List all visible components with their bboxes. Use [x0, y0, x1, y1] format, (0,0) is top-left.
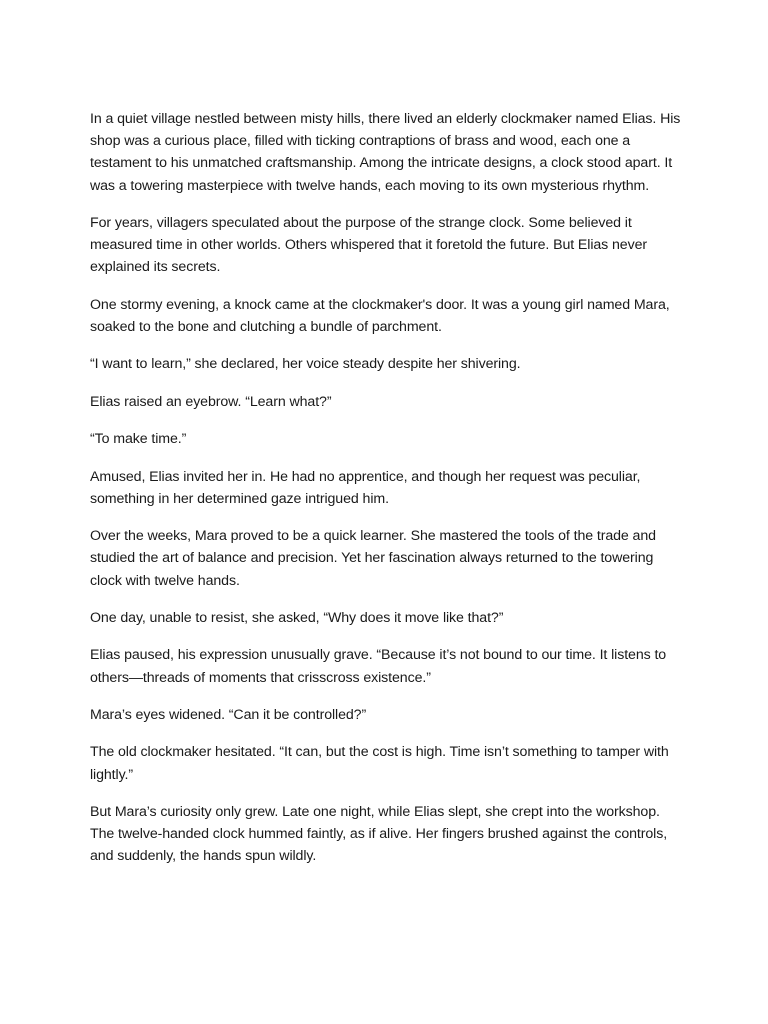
paragraph-10: Elias paused, his expression unusually grave. “Because it’s not bound to our time. It listens to others—threads of moments that crisscross existence.” [90, 647, 667, 686]
paragraph-12: The old clockmaker hesitated. “It can, but the cost is high. Time isn’t something to tamper with lightly.” [90, 744, 669, 783]
paragraph-7: Amused, Elias invited her in. He had no apprentice, and though her request was peculiar, something in her determined gaze intrigued him. [90, 468, 641, 507]
story-text [90, 108, 682, 883]
paragraph-1: In a quiet village nestled between misty hills, there lived an elderly clockmaker named Elias. His shop was a curious place, filled with ticking contraptions of brass and wood, each one a testament to his unmatched craftsmanship. Among the intricate designs, a clock stood apart. It was a towering masterpiece with twelve hands, each moving to its own mysterious rhythm. [90, 111, 681, 194]
paragraph-13: But Mara’s curiosity only grew. Late one night, while Elias slept, she crept into the workshop. The twelve-handed clock hummed faintly, as if alive. Her fingers brushed against the controls, and suddenly, the hands spun wildly. [90, 803, 668, 865]
paragraph-8: Over the weeks, Mara proved to be a quick learner. She mastered the tools of the trade and studied the art of balance and precision. Yet her fascination always returned to the towering clock with twelve hands. [90, 528, 656, 589]
paragraph-5: Elias raised an eyebrow. “Learn what?” [90, 393, 332, 410]
paragraph-6: “To make time.” [90, 431, 187, 448]
paragraph-9: One day, unable to resist, she asked, “Why does it move like that?” [90, 609, 504, 626]
paragraph-2: For years, villagers speculated about the purpose of the strange clock. Some believed it measured time in other worlds. Others whispered that it foretold the future. But Elias never explained its secrets. [90, 215, 647, 276]
paragraph-3: One stormy evening, a knock came at the clockmaker's door. It was a young girl named Mara, soaked to the bone and clutching a bundle of parchment. [90, 296, 670, 335]
paragraph-11: Mara’s eyes widened. “Can it be controlled?” [90, 706, 367, 723]
paragraph-4: “I want to learn,” she declared, her voice steady despite her shivering. [90, 356, 521, 373]
